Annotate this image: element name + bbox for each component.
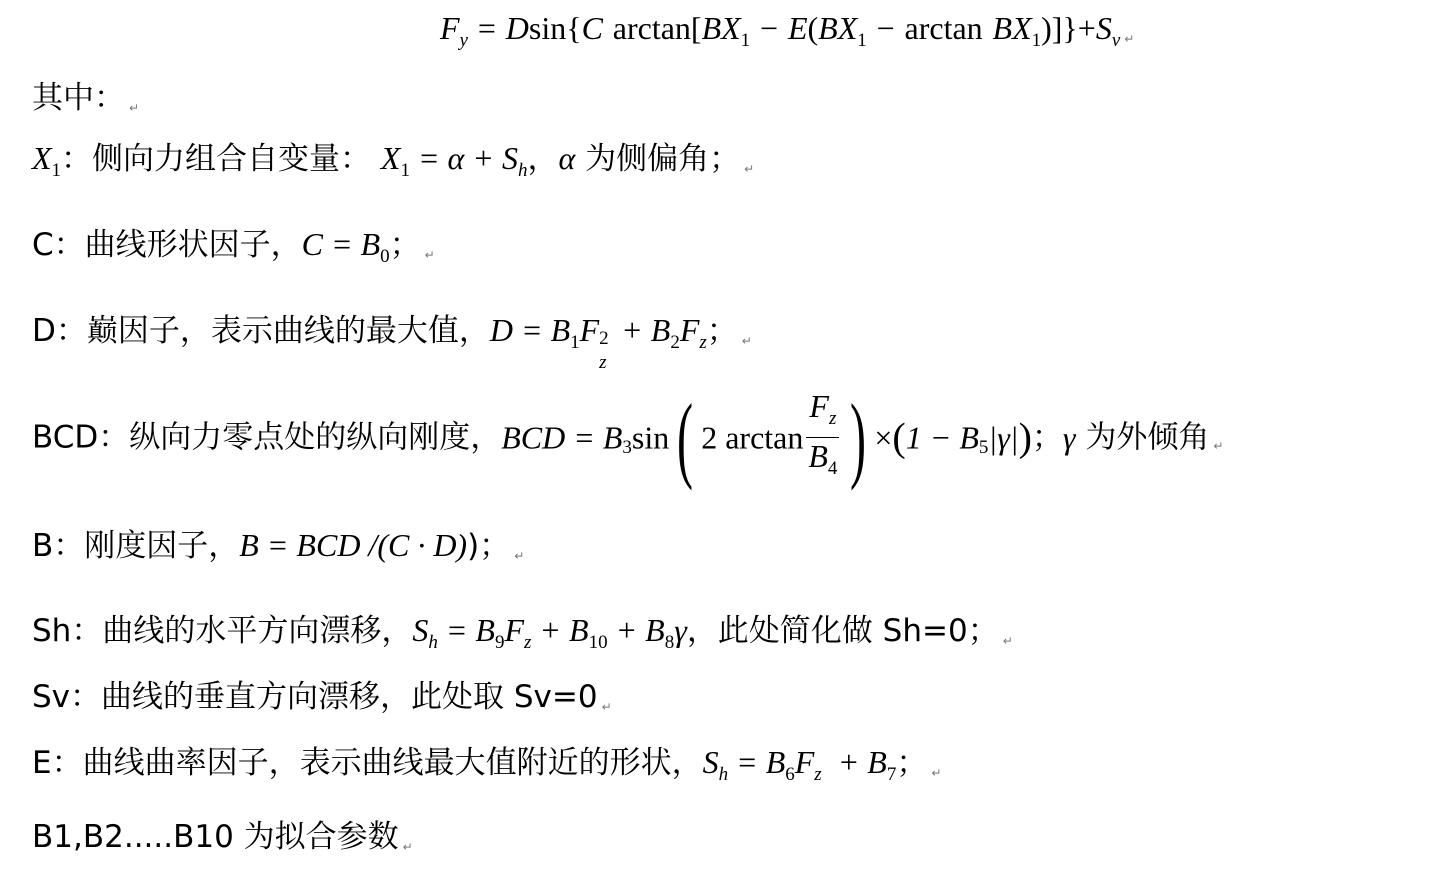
b-line: B：刚度因子，B = BCD /(C · D))； ↵ [32,527,525,564]
intro-text: 其中： [32,80,125,116]
paragraph-mark: ↵ [744,162,755,176]
e-line: E：曲线曲率因子，表示曲线最大值附近的形状，$S_h = B_6F_z + B_7$； ↵ [32,744,942,785]
sv-line: Sv：曲线的垂直方向漂移，此处取 Sv=0 ↵ [32,679,612,715]
params-line: B1,B2.....B10 为拟合参数 ↵ [32,819,413,855]
sh-line: Sh：曲线的水平方向漂移，$S_h = B_9F_z + B_{10} + B_8\gamma$，此处简化做 Sh=0； ↵ [32,612,1013,653]
paragraph-mark: ↵ [402,840,413,854]
paragraph-mark: ↵ [424,248,435,262]
fraction: $\frac{F_z}{B_4}$ [808,388,838,479]
intro-line [32,78,139,128]
paragraph-mark: ↵ [1002,634,1013,648]
paragraph-mark: ↵ [514,549,525,563]
paragraph-mark: ↵ [741,334,752,348]
paragraph-mark: ↵ [601,700,612,714]
bcd-line: BCD：纵向力零点处的纵向刚度，BCD = $B_3\sin$( 2 arctan $\frac{F_z}{B_4}$ ) $\times(1 - B_5|\gamma|)$；γ 为外倾角 ↵ [32,383,1224,491]
paragraph-mark: ↵ [931,766,942,780]
paragraph-mark: ↵ [1124,32,1135,46]
paragraph-mark: ↵ [1213,439,1224,453]
paragraph-mark: ↵ [129,101,140,115]
d-line: D：巅因子，表示曲线的最大值，$D = B_1F$ 2 z + $B_2F_z$； ↵ [32,312,752,373]
main-formula: $F_y = Dsin\{C$ $\arctan[BX_1 - E(BX_1 - \arctan BX_1)]\}+S_v$ ↵ [440,10,1135,51]
x1-line: $X_1$：侧向力组合自变量： $X_1 = \alpha + S_h$，α 为侧偏角； ↵ [32,140,755,181]
c-line: C：曲线形状因子，$C = B_0$； ↵ [32,226,435,267]
